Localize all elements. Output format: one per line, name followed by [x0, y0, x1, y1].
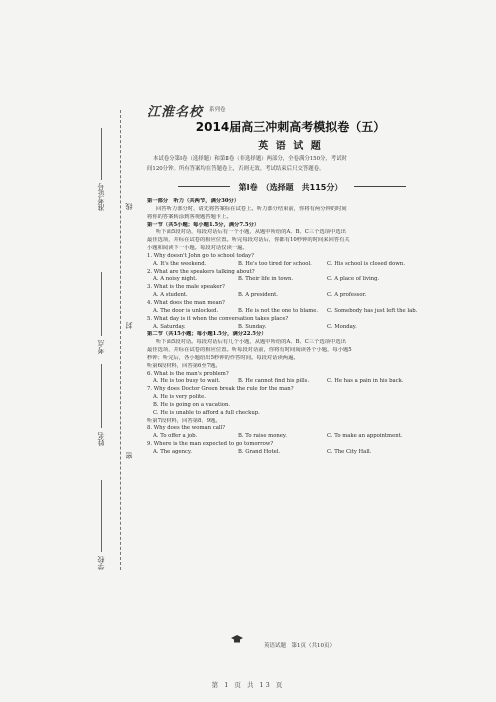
- option-c: C. Somebody has just left the lab.: [327, 307, 418, 314]
- question-stem: 2. What are the speakers talking about?: [147, 268, 255, 275]
- option-a: A. He is too busy to wait.: [153, 378, 221, 385]
- option-b: B. Their life in town.: [238, 276, 294, 283]
- school-label: 学校: [97, 556, 105, 570]
- option-c: C. He has a pain in his back.: [327, 378, 404, 385]
- binding-line: [120, 110, 121, 570]
- binding-mark-1: 线: [125, 203, 133, 210]
- exam-notes: [147, 155, 439, 174]
- option-row: [147, 378, 445, 386]
- question-stem: 8. Why does the woman call?: [147, 425, 226, 432]
- page-number: 第 1 页 共 13 页: [211, 681, 285, 689]
- option-row: [147, 292, 445, 300]
- option-b: B. He's too tired for school.: [238, 260, 312, 267]
- option-a: A. It's the weekend.: [153, 260, 207, 267]
- option-c: C. A place of living.: [327, 276, 380, 283]
- exam-title: 2014届高三冲刺高考模拟卷（五）: [195, 120, 386, 134]
- page-footer: 英语试题 第1页（共10页）: [264, 643, 335, 649]
- instruction-line: 听下面5段对话。每段对话后有几个小题，从题中所给的A、B、C三个选项中选出: [156, 339, 346, 346]
- option-c: C. He is unable to afford a full checkup.: [153, 409, 260, 416]
- listen-instruction: 听第6段材料，回答第6至7题。: [147, 362, 221, 369]
- option-b: B. He is not the one to blame.: [238, 307, 319, 314]
- subject-title: 英 语 试 题: [258, 141, 323, 152]
- instruction-line: 听下面5段对话，每段对话后有一个小题，从题中所给的A、B、C三个选项中选出: [156, 229, 346, 236]
- binding-mark-2: 封: [125, 322, 133, 329]
- question-stem: 4. What does the man mean?: [147, 299, 225, 306]
- option-row: [147, 449, 445, 457]
- option-row: [147, 324, 445, 332]
- instruction-line: 回答听力部分时，请先将答案标在试卷上。听力部分结束前，你将有两分钟的时间: [156, 205, 347, 212]
- section-heading: 第二节（共15小题；每小题1.5分，满分22.5分）: [147, 331, 267, 338]
- option-row: [147, 276, 445, 284]
- school-line: [101, 480, 102, 552]
- option-a: A. Saturday.: [153, 323, 186, 330]
- instruction-line: 秒钟；听完后，各小题给出5秒钟的作答时间。每段对话读两遍。: [147, 354, 299, 361]
- option-a: A. The door is unlocked.: [153, 307, 219, 314]
- instruction-line: 将你的答案转涂到客观题答题卡上。: [147, 213, 232, 220]
- question-stem: 1. Why doesn't John go to school today?: [147, 252, 255, 259]
- instruction-line: 小题和阅读下一小题。每段对话仅读一遍。: [147, 245, 248, 252]
- option-c: C. The City Hall.: [327, 449, 372, 455]
- option-b: B. To raise money.: [238, 433, 287, 440]
- option-a: A. He is very polite.: [153, 394, 206, 401]
- option-b: B. He is going on a vacation.: [153, 401, 231, 408]
- question-stem: 6. What is the man's problem?: [147, 370, 229, 377]
- instruction-line: 最佳选项，并标在试卷的相应位置。听每段对话前，你将有时间阅读各个小题，每小题5: [147, 347, 352, 354]
- series-label: 系列卷: [209, 107, 226, 113]
- volume-heading: 第Ⅰ卷 （选择题 共115分）: [238, 183, 343, 192]
- option-a: A. A noisy night.: [153, 276, 198, 283]
- name-line: [101, 364, 102, 428]
- note-line: 本试卷分第Ⅰ卷（选择题）和第Ⅱ卷（非选择题）两部分，全卷满分150分，考试时: [153, 156, 347, 162]
- seat-line: [101, 272, 102, 336]
- option-c: C. A professor.: [327, 292, 367, 299]
- name-label: 姓名: [97, 432, 105, 446]
- exam-number-label: 准考证号: [97, 183, 105, 211]
- seat-label: 考点: [97, 340, 105, 354]
- option-b: B. He cannot find his pills.: [238, 378, 310, 385]
- exam-number-line: [101, 128, 102, 180]
- question-stem: 3. What is the male speaker?: [147, 284, 225, 291]
- option-a: A. To offer a job.: [153, 433, 198, 440]
- instruction-line: 最佳选项，并标在试卷的相应位置。听完每段对话后，你都有10秒钟的时间来回答有关: [147, 237, 350, 244]
- question-stem: 9. Where is the man expected to go tomorrow?: [147, 441, 274, 448]
- option-row: [147, 433, 445, 441]
- option-b: B. Grand Hotel.: [238, 449, 281, 455]
- option-a: A. A student.: [153, 292, 188, 299]
- option-row: [147, 308, 445, 316]
- option-c: C. Monday.: [327, 323, 357, 330]
- note-line: 间120分钟。所有答案均在答题卷上，否则无效。考试结束后只交答题卷。: [147, 165, 325, 172]
- brand-logo-text: 江淮名校: [147, 105, 204, 120]
- option-row: [147, 261, 445, 269]
- part-heading: 第一部分 听力（共两节，满分30分）: [147, 198, 240, 204]
- option-a: A. The agency.: [153, 449, 192, 455]
- option-c: C. To make an appointment.: [327, 433, 403, 440]
- binding-mark-3: 密: [125, 452, 133, 459]
- question-stem: 5. What day is it when the conversation takes place?: [147, 315, 289, 322]
- question-body: [147, 198, 445, 457]
- volume-rule-right: [354, 186, 406, 187]
- question-stem: 7. Why does Doctor Green break the rule for the man?: [147, 386, 294, 393]
- section-heading: 第一节（共5小题；每小题1.5分，满分7.5分）: [147, 221, 260, 228]
- option-b: B. Sunday.: [238, 323, 267, 330]
- listen-instruction: 听第7段材料，回答第8、9题。: [147, 417, 221, 424]
- option-c: C. His school is closed down.: [327, 260, 405, 267]
- option-b: B. A president.: [238, 292, 278, 299]
